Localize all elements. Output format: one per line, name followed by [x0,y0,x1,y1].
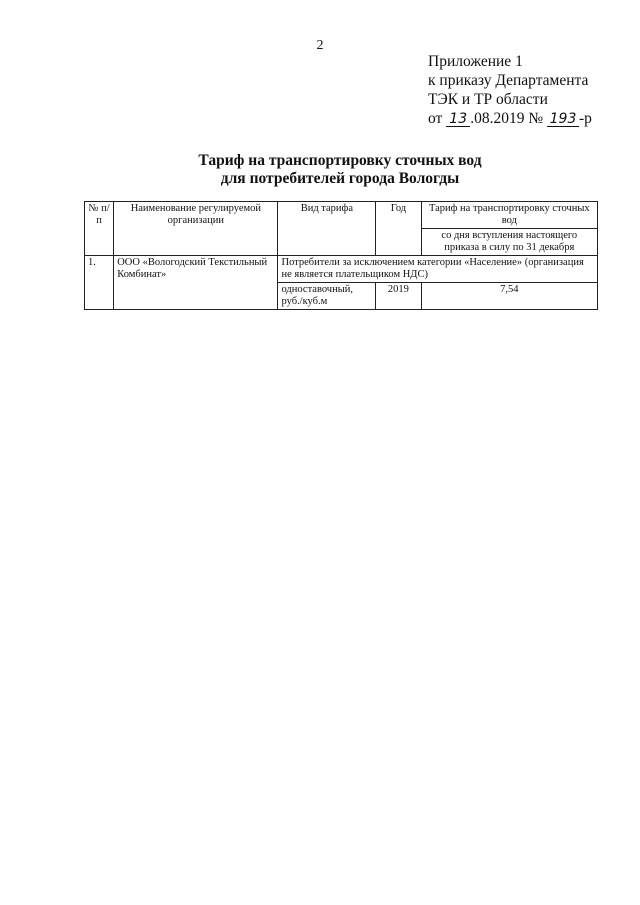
row-num: 1. [85,256,114,310]
date-prefix: от [428,110,443,127]
document-title [150,152,530,188]
title-line-2: для потребителей города Вологды [220,170,460,187]
header-org: Наименование регулируемой организации [114,202,278,256]
tariff-table [84,201,598,310]
page-number: 2 [316,38,324,53]
row-tariff-type: одноставочный, руб./куб.м [278,283,376,310]
header-year: Год [376,202,421,256]
handwritten-order-number: 193 [547,112,579,127]
handwritten-day: 13 [446,112,470,127]
appendix-line-2: к приказу Департамента [428,72,589,89]
table-header-row [85,202,598,229]
row-consumers: Потребители за исключением категории «Население» (организация не является плательщиком НДС) [278,256,598,283]
order-suffix: -р [579,110,592,127]
appendix-line-3: ТЭК и ТР области [428,91,548,108]
appendix-date-line [428,109,592,128]
header-num: № п/п [85,202,114,256]
header-tariff: Тариф на транспортировку сточных вод [421,202,597,229]
title-line-1: Тариф на транспортировку сточных вод [198,152,482,169]
table-row [85,256,598,283]
row-year: 2019 [376,283,421,310]
row-tariff-value: 7,54 [421,283,597,310]
date-rest: .08.2019 № [470,110,544,127]
header-tariff-period: со дня вступления настоящего приказа в силу по 31 декабря [421,229,597,256]
appendix-header [428,52,592,128]
appendix-line-1: Приложение 1 [428,53,523,70]
row-org: ООО «Вологодский Текстильный Комбинат» [114,256,278,310]
header-type: Вид тарифа [278,202,376,256]
